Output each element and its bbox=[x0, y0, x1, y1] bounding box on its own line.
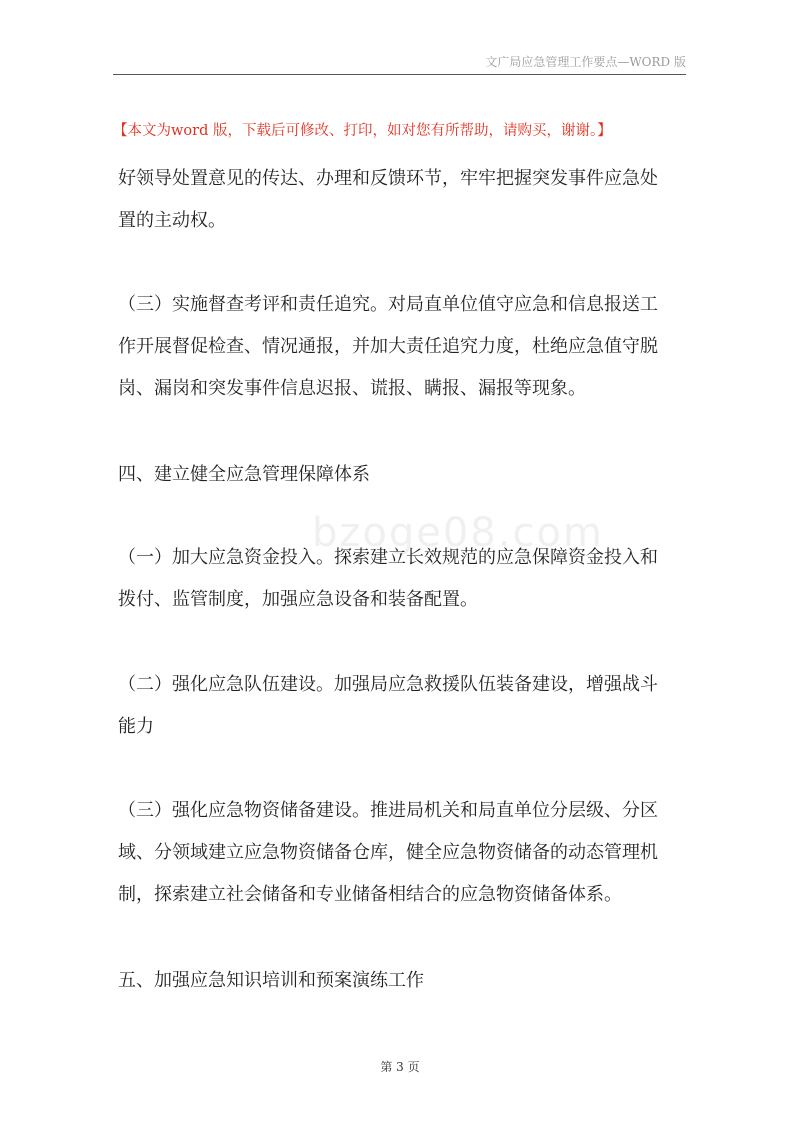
paragraph-line: 域、分领域建立应急物资储备仓库，健全应急物资储备的动态管理机 bbox=[118, 842, 658, 863]
watermark: bzoge08.com bbox=[312, 510, 604, 556]
paragraph-line: 制，探索建立社会储备和专业储备相结合的应急物资储备体系。 bbox=[118, 884, 622, 905]
paragraph-3 bbox=[118, 537, 708, 621]
paragraph-line: （三）实施督查考评和责任追究。对局直单位值守应急和信息报送工 bbox=[118, 294, 658, 315]
paragraph-1 bbox=[118, 158, 708, 242]
paragraph-line: 拨付、监管制度，加强应急设备和装备配置。 bbox=[118, 589, 478, 610]
section-heading-5 bbox=[118, 960, 708, 1002]
paragraph-4 bbox=[118, 664, 708, 748]
purchase-notice: 【本文为word 版，下载后可修改、打印，如对您有所帮助，请购买，谢谢。】 bbox=[113, 123, 612, 139]
paragraph-line: 五、加强应急知识培训和预案演练工作 bbox=[118, 970, 424, 991]
paragraph-line: 四、建立健全应急管理保障体系 bbox=[118, 464, 370, 485]
section-heading-4 bbox=[118, 454, 708, 496]
running-header: 文广局应急管理工作要点—WORD 版 bbox=[485, 55, 686, 69]
page-number: 第 3 页 bbox=[380, 1060, 420, 1074]
paragraph-line: 置的主动权。 bbox=[118, 210, 226, 231]
paragraph-5 bbox=[118, 790, 708, 916]
paragraph-line: 能力 bbox=[118, 716, 154, 737]
paragraph-2 bbox=[118, 284, 708, 410]
paragraph-line: 好领导处置意见的传达、办理和反馈环节，牢牢把握突发事件应急处 bbox=[118, 168, 658, 189]
paragraph-line: 作开展督促检查、情况通报，并加大责任追究力度，杜绝应急值守脱 bbox=[118, 336, 658, 357]
header-divider bbox=[113, 74, 686, 75]
paragraph-line: （二）强化应急队伍建设。加强局应急救援队伍装备建设，增强战斗 bbox=[118, 674, 658, 695]
paragraph-line: （一）加大应急资金投入。探索建立长效规范的应急保障资金投入和 bbox=[118, 547, 658, 568]
paragraph-line: （三）强化应急物资储备建设。推进局机关和局直单位分层级、分区 bbox=[118, 800, 658, 821]
paragraph-line: 岗、漏岗和突发事件信息迟报、谎报、瞒报、漏报等现象。 bbox=[118, 378, 586, 399]
